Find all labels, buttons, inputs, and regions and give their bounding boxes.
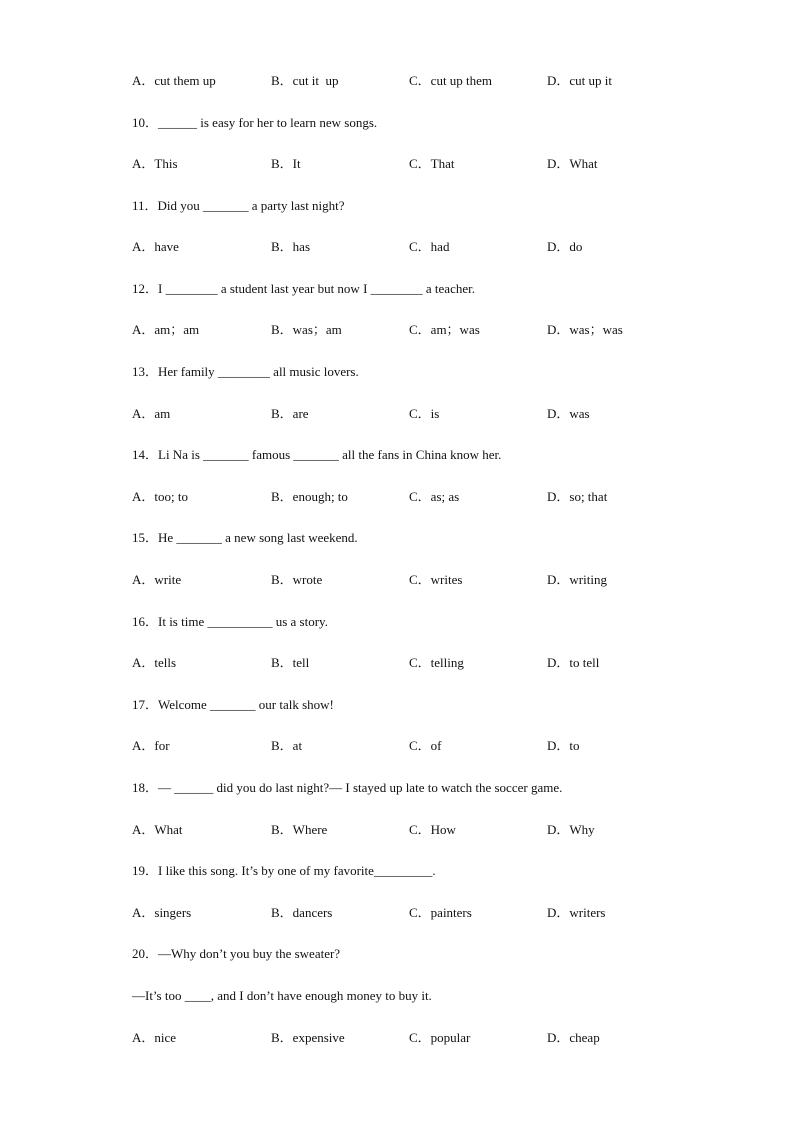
option-a[interactable]: A．This	[132, 156, 178, 171]
option-c[interactable]: C．am；was	[409, 322, 480, 337]
option-a[interactable]: A．am；am	[132, 322, 200, 337]
question-20: 20．—Why don’t you buy the sweater?	[132, 946, 341, 961]
option-a[interactable]: A．for	[132, 738, 170, 753]
question-19: 19．I like this song. It’s by one of my favorite_________.	[132, 863, 436, 878]
option-a[interactable]: A．nice	[132, 1030, 177, 1045]
question-20-reply: —It’s too ____, and I don’t have enough money to buy it.	[132, 988, 432, 1003]
question-14: 14．Li Na is _______ famous _______ all the fans in China know her.	[132, 447, 502, 462]
option-d[interactable]: D．to tell	[547, 655, 600, 670]
option-c[interactable]: C．telling	[409, 655, 464, 670]
question-15: 15．He _______ a new song last weekend.	[132, 530, 358, 545]
option-b[interactable]: B．are	[271, 406, 309, 421]
option-b[interactable]: B．cut it up	[271, 73, 339, 88]
option-b[interactable]: B．at	[271, 738, 303, 753]
option-a[interactable]: A．too; to	[132, 489, 188, 504]
option-c[interactable]: C．painters	[409, 905, 472, 920]
option-d[interactable]: D．cheap	[547, 1030, 600, 1045]
option-b[interactable]: B．wrote	[271, 572, 323, 587]
option-b[interactable]: B．tell	[271, 655, 310, 670]
option-b[interactable]: B．has	[271, 239, 311, 254]
option-c[interactable]: C．is	[409, 406, 440, 421]
question-10: 10．______ is easy for her to learn new songs.	[132, 115, 378, 130]
option-c[interactable]: C．That	[409, 156, 455, 171]
option-b[interactable]: B．expensive	[271, 1030, 345, 1045]
question-11: 11．Did you _______ a party last night?	[132, 198, 345, 213]
option-c[interactable]: C．popular	[409, 1030, 471, 1045]
option-b[interactable]: B．It	[271, 156, 301, 171]
option-a[interactable]: A．singers	[132, 905, 192, 920]
option-b[interactable]: B．Where	[271, 822, 328, 837]
option-d[interactable]: D．writing	[547, 572, 607, 587]
option-c[interactable]: C．of	[409, 738, 442, 753]
option-c[interactable]: C．How	[409, 822, 456, 837]
option-b[interactable]: B．dancers	[271, 905, 333, 920]
option-a[interactable]: A．write	[132, 572, 182, 587]
option-a[interactable]: A．What	[132, 822, 183, 837]
question-16: 16．It is time __________ us a story.	[132, 614, 328, 629]
option-a[interactable]: A．tells	[132, 655, 177, 670]
option-d[interactable]: D．do	[547, 239, 583, 254]
option-d[interactable]: D．What	[547, 156, 598, 171]
option-a[interactable]: A．am	[132, 406, 171, 421]
option-d[interactable]: D．writers	[547, 905, 606, 920]
question-17: 17．Welcome _______ our talk show!	[132, 697, 334, 712]
option-d[interactable]: D．Why	[547, 822, 595, 837]
option-b[interactable]: B．was；am	[271, 322, 342, 337]
option-c[interactable]: C．had	[409, 239, 450, 254]
option-c[interactable]: C．as; as	[409, 489, 460, 504]
option-c[interactable]: C．cut up them	[409, 73, 493, 88]
option-c[interactable]: C．writes	[409, 572, 463, 587]
option-b[interactable]: B．enough; to	[271, 489, 348, 504]
option-a[interactable]: A．have	[132, 239, 179, 254]
option-d[interactable]: D．to	[547, 738, 580, 753]
question-18: 18．— ______ did you do last night?— I stayed up late to watch the soccer game.	[132, 780, 563, 795]
option-d[interactable]: D．so; that	[547, 489, 608, 504]
option-d[interactable]: D．cut up it	[547, 73, 612, 88]
question-13: 13．Her family ________ all music lovers.	[132, 364, 359, 379]
option-a[interactable]: A．cut them up	[132, 73, 216, 88]
option-d[interactable]: D．was；was	[547, 322, 623, 337]
option-d[interactable]: D．was	[547, 406, 590, 421]
question-12: 12．I ________ a student last year but now I ________ a teacher.	[132, 281, 475, 296]
